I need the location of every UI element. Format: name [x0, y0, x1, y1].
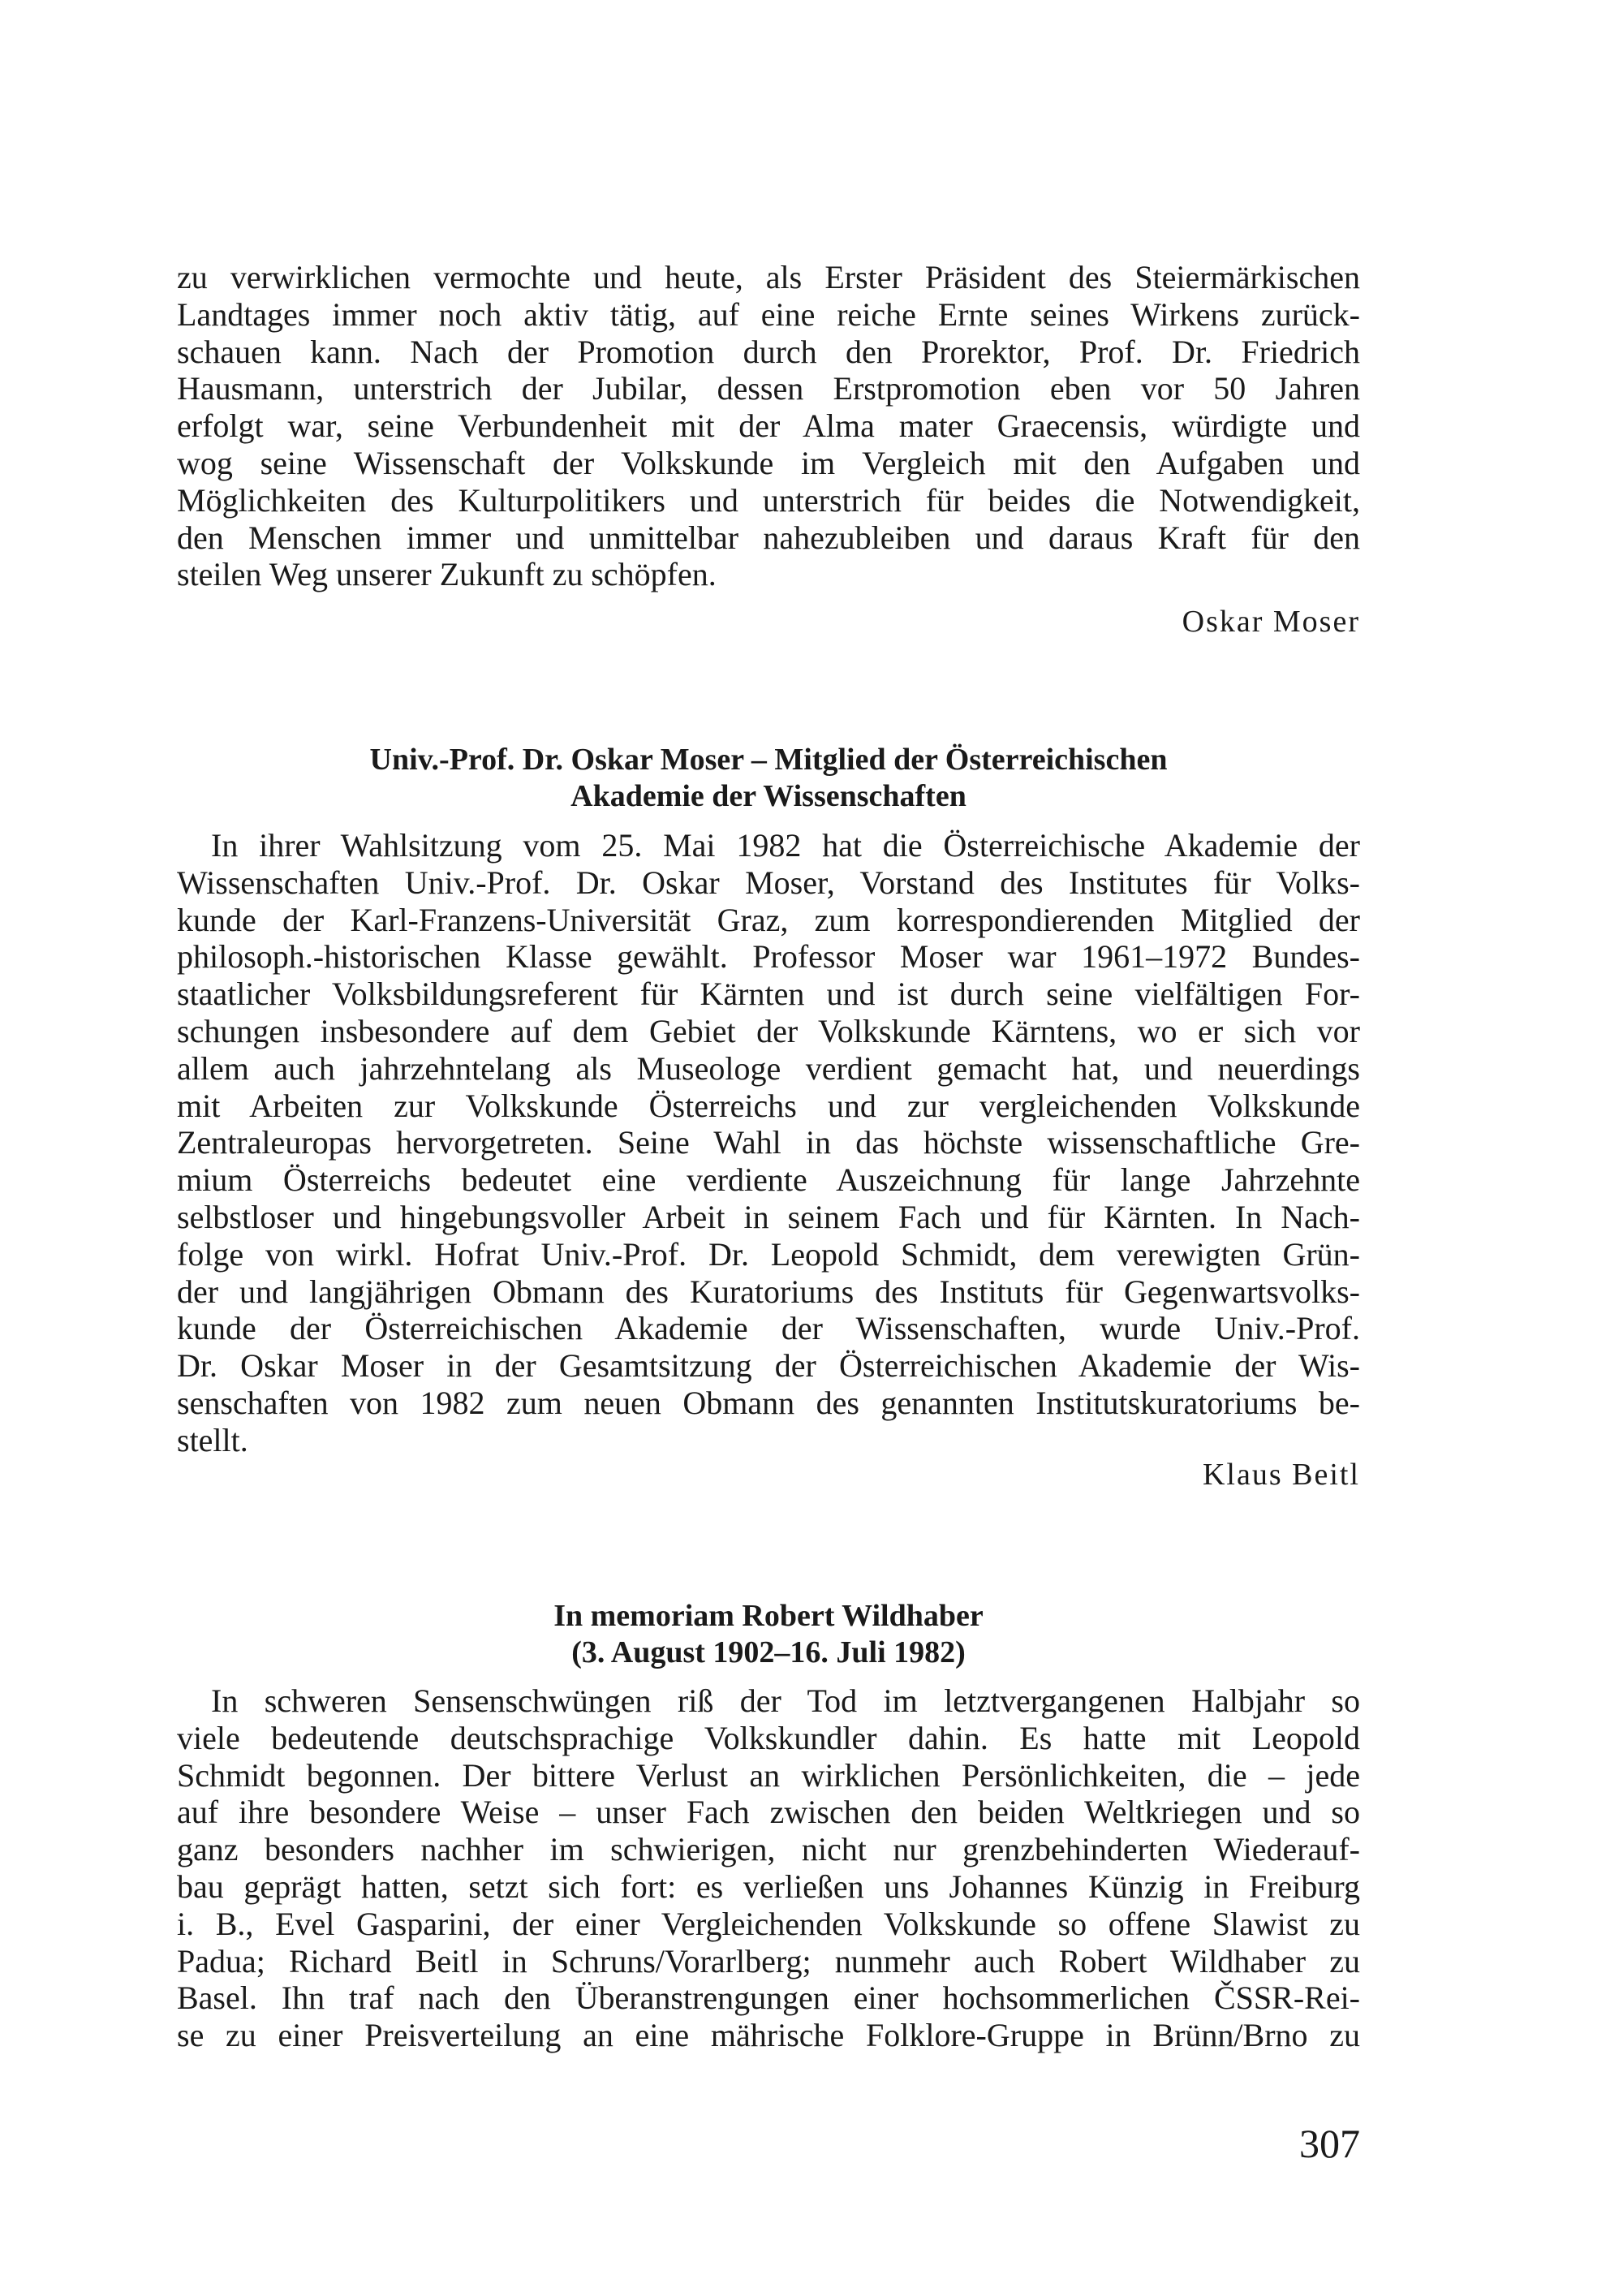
section2-heading-line: Univ.-Prof. Dr. Oskar Moser – Mitglied der Österreichischen — [369, 743, 1168, 777]
page-number: 307 — [1299, 2121, 1360, 2166]
text-line: In ihrer Wahlsitzung vom 25. Mai 1982 hat die Österreichische Akademie der — [211, 827, 1360, 864]
text-line: ganz besonders nachher im schwierigen, nicht nur grenzbehinderten Wiederauf- — [177, 1831, 1360, 1868]
text-line: i. B., Evel Gasparini, der einer Vergleichenden Volkskunde so offene Slawist zu — [177, 1905, 1360, 1942]
text-line: Dr. Oskar Moser in der Gesamtsitzung der Österreichischen Akademie der Wis- — [177, 1347, 1360, 1385]
section3-heading — [177, 1598, 1360, 1671]
section1-body — [177, 259, 1360, 593]
text-line: stellt. — [177, 1421, 248, 1458]
text-line: allem auch jahrzehntelang als Museologe verdient gemacht hat, und neuerdings — [177, 1049, 1360, 1087]
section3-body — [177, 1682, 1360, 2054]
text-line: In schweren Sensenschwüngen riß der Tod im letztvergangenen Halbjahr so — [211, 1682, 1360, 1719]
section2-heading-line: Akademie der Wissenschaften — [570, 779, 966, 813]
text-line: Basel. Ihn traf nach den Überanstrengungen einer hochsommerlichen ČSSR-Rei- — [177, 1979, 1360, 2017]
text-line: philosoph.-historischen Klasse gewählt. Professor Moser war 1961–1972 Bundes- — [177, 938, 1360, 976]
text-line: mium Österreichs bedeutet eine verdiente Auszeichnung für lange Jahrzehnte — [177, 1161, 1360, 1199]
text-line: auf ihre besondere Weise – unser Fach zwischen den beiden Weltkriegen und so — [177, 1794, 1360, 1831]
text-line: mit Arbeiten zur Volkskunde Österreichs und zur vergleichenden Volkskunde — [177, 1087, 1360, 1124]
text-line: senschaften von 1982 zum neuen Obmann des genannten Institutskuratoriums be- — [177, 1384, 1360, 1421]
text-line: steilen Weg unserer Zukunft zu schöpfen. — [177, 556, 717, 593]
signature-klaus-beitl: Klaus Beitl — [1202, 1458, 1360, 1492]
section3-heading-line: (3. August 1902–16. Juli 1982) — [571, 1635, 966, 1669]
text-line: Schmidt begonnen. Der bittere Verlust an wirklichen Persönlichkeiten, die – jede — [177, 1756, 1360, 1794]
text-line: zu verwirklichen vermochte und heute, als Erster Präsident des Steiermärkischen — [177, 259, 1360, 295]
text-line: Hausmann, unterstrich der Jubilar, dessen Erstpromotion eben vor 50 Jahren — [177, 370, 1360, 407]
text-line: wog seine Wissenschaft der Volkskunde im Vergleich mit den Aufgaben und — [177, 444, 1360, 481]
text-line: Zentraleuropas hervorgetreten. Seine Wahl in das höchste wissenschaftliche Gre- — [177, 1124, 1360, 1161]
text-line: Möglichkeiten des Kulturpolitikers und unterstrich für beides die Notwendigkeit, — [177, 481, 1360, 519]
text-line: kunde der Karl-Franzens-Universität Graz, zum korrespondierenden Mitglied der — [177, 901, 1360, 938]
section2-body — [177, 827, 1360, 1459]
text-line: erfolgt war, seine Verbundenheit mit der Alma mater Graecensis, würdigte und — [177, 407, 1360, 445]
text-line: schauen kann. Nach der Promotion durch den Prorektor, Prof. Dr. Friedrich — [177, 333, 1360, 370]
text-line: viele bedeutende deutschsprachige Volkskundler dahin. Es hatte mit Leopold — [177, 1719, 1360, 1756]
text-line: se zu einer Preisverteilung an eine mährische Folklore-Gruppe in Brünn/Brno zu — [177, 2017, 1360, 2054]
text-line: der und langjährigen Obmann des Kuratoriums des Instituts für Gegenwartsvolks- — [177, 1273, 1360, 1310]
text-line: Landtages immer noch aktiv tätig, auf eine reiche Ernte seines Wirkens zurück- — [177, 295, 1360, 333]
section3-heading-line: In memoriam Robert Wildhaber — [553, 1599, 984, 1633]
text-line: folge von wirkl. Hofrat Univ.-Prof. Dr. Leopold Schmidt, dem verewigten Grün- — [177, 1235, 1360, 1273]
text-line: kunde der Österreichischen Akademie der Wissenschaften, wurde Univ.-Prof. — [177, 1310, 1360, 1347]
text-line: den Menschen immer und unmittelbar nahezubleiben und daraus Kraft für den — [177, 519, 1360, 556]
text-line: Padua; Richard Beitl in Schruns/Vorarlberg; nunmehr auch Robert Wildhaber zu — [177, 1942, 1360, 1979]
text-line: selbstloser und hingebungsvoller Arbeit in seinem Fach und für Kärnten. In Nach- — [177, 1198, 1360, 1235]
signature-oskar-moser: Oskar Moser — [1182, 605, 1360, 639]
text-line: staatlicher Volksbildungsreferent für Kärnten und ist durch seine vielfältigen For- — [177, 976, 1360, 1013]
section2-heading — [177, 742, 1360, 815]
text-line: Wissenschaften Univ.-Prof. Dr. Oskar Moser, Vorstand des Institutes für Volks- — [177, 864, 1360, 901]
text-line: bau geprägt hatten, setzt sich fort: es verließen uns Johannes Künzig in Freiburg — [177, 1867, 1360, 1905]
text-line: schungen insbesondere auf dem Gebiet der Volkskunde Kärntens, wo er sich vor — [177, 1012, 1360, 1049]
